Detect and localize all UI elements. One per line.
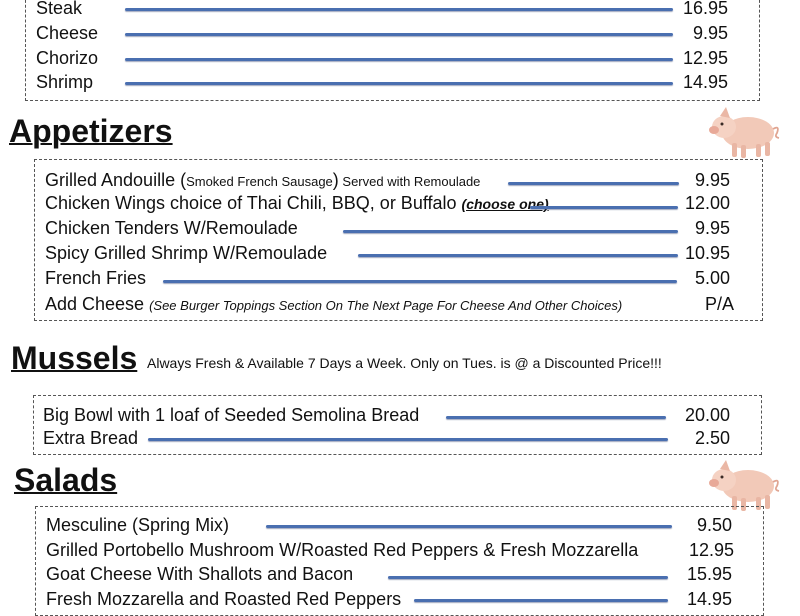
menu-item-price: 14.95 xyxy=(682,72,728,92)
leader-line xyxy=(358,254,678,257)
section-title-appetizers: Appetizers xyxy=(9,113,173,149)
section-title-mussels: Mussels xyxy=(11,340,138,376)
menu-item-price: 9.95 xyxy=(692,23,728,43)
leader-line xyxy=(446,416,666,419)
leader-line xyxy=(266,525,672,528)
leader-line xyxy=(125,58,673,61)
menu-item-name: Spicy Grilled Shrimp W/Remoulade xyxy=(45,243,328,263)
leader-line xyxy=(125,33,673,36)
menu-item-price: 5.00 xyxy=(694,268,730,288)
leader-line xyxy=(414,599,668,602)
menu-item-price: 20.00 xyxy=(684,405,730,425)
menu-item-price: 9.95 xyxy=(694,218,730,238)
menu-item-name: Goat Cheese With Shallots and Bacon xyxy=(46,564,354,584)
menu-item-price: 12.95 xyxy=(682,48,728,68)
menu-item-name: Shrimp xyxy=(36,72,94,92)
section-title-salads: Salads xyxy=(14,462,118,498)
menu-item-price: 12.00 xyxy=(684,193,730,213)
menu-item-price: 14.95 xyxy=(686,589,732,609)
menu-item-name xyxy=(45,169,480,193)
menu-item-name: Mesculine (Spring Mix) xyxy=(46,515,230,535)
menu-item-price: 9.50 xyxy=(696,515,732,535)
menu-item-name xyxy=(45,293,622,317)
leader-line xyxy=(163,280,677,283)
item-name-part: Grilled Andouille ( xyxy=(45,170,187,190)
menu-item-price: 15.95 xyxy=(686,564,732,584)
leader-line xyxy=(148,438,668,441)
menu-item-name: Big Bowl with 1 loaf of Seeded Semolina Bread xyxy=(43,405,420,425)
menu-item-price: 16.95 xyxy=(682,0,728,18)
menu-item-price: 9.95 xyxy=(694,170,730,190)
item-name-detail: Smoked French Sausage xyxy=(186,174,333,189)
item-choice-note: (choose one) xyxy=(461,196,549,212)
menu-item-name: Steak xyxy=(36,0,83,18)
menu-item-name: Chicken Tenders W/Remoulade xyxy=(45,218,298,238)
menu-item-name: French Fries xyxy=(45,268,147,288)
menu-item-price: 10.95 xyxy=(684,243,730,263)
item-name-detail: Served with Remoulade xyxy=(338,174,481,189)
menu-item-name xyxy=(45,192,549,215)
item-name-part: Add Cheese xyxy=(45,294,150,314)
menu-item-name: Chorizo xyxy=(36,48,99,68)
item-note: (See Burger Toppings Section On The Next Page For Cheese And Other Choices) xyxy=(149,298,623,313)
menu-item-name: Grilled Portobello Mushroom W/Roasted Red Peppers & Fresh Mozzarella xyxy=(46,540,639,560)
leader-line xyxy=(125,8,673,11)
item-name-part: ) xyxy=(332,170,339,190)
menu-item-price: P/A xyxy=(704,294,734,314)
leader-line xyxy=(343,230,678,233)
mussels-tagline: Always Fresh & Available 7 Days a Week. Only on Tues. is @ a Discounted Price!!! xyxy=(147,355,662,371)
menu-item-name: Extra Bread xyxy=(43,428,139,448)
menu-item-price: 12.95 xyxy=(688,540,734,560)
leader-line xyxy=(125,82,673,85)
menu-item-name: Cheese xyxy=(36,23,99,43)
menu-item-name: Fresh Mozzarella and Roasted Red Peppers xyxy=(46,589,402,609)
menu-item-price: 2.50 xyxy=(694,428,730,448)
item-name-part: Chicken Wings choice of Thai Chili, BBQ, or Buffalo xyxy=(45,193,462,213)
leader-line xyxy=(388,576,668,579)
pig-icon xyxy=(706,103,784,161)
